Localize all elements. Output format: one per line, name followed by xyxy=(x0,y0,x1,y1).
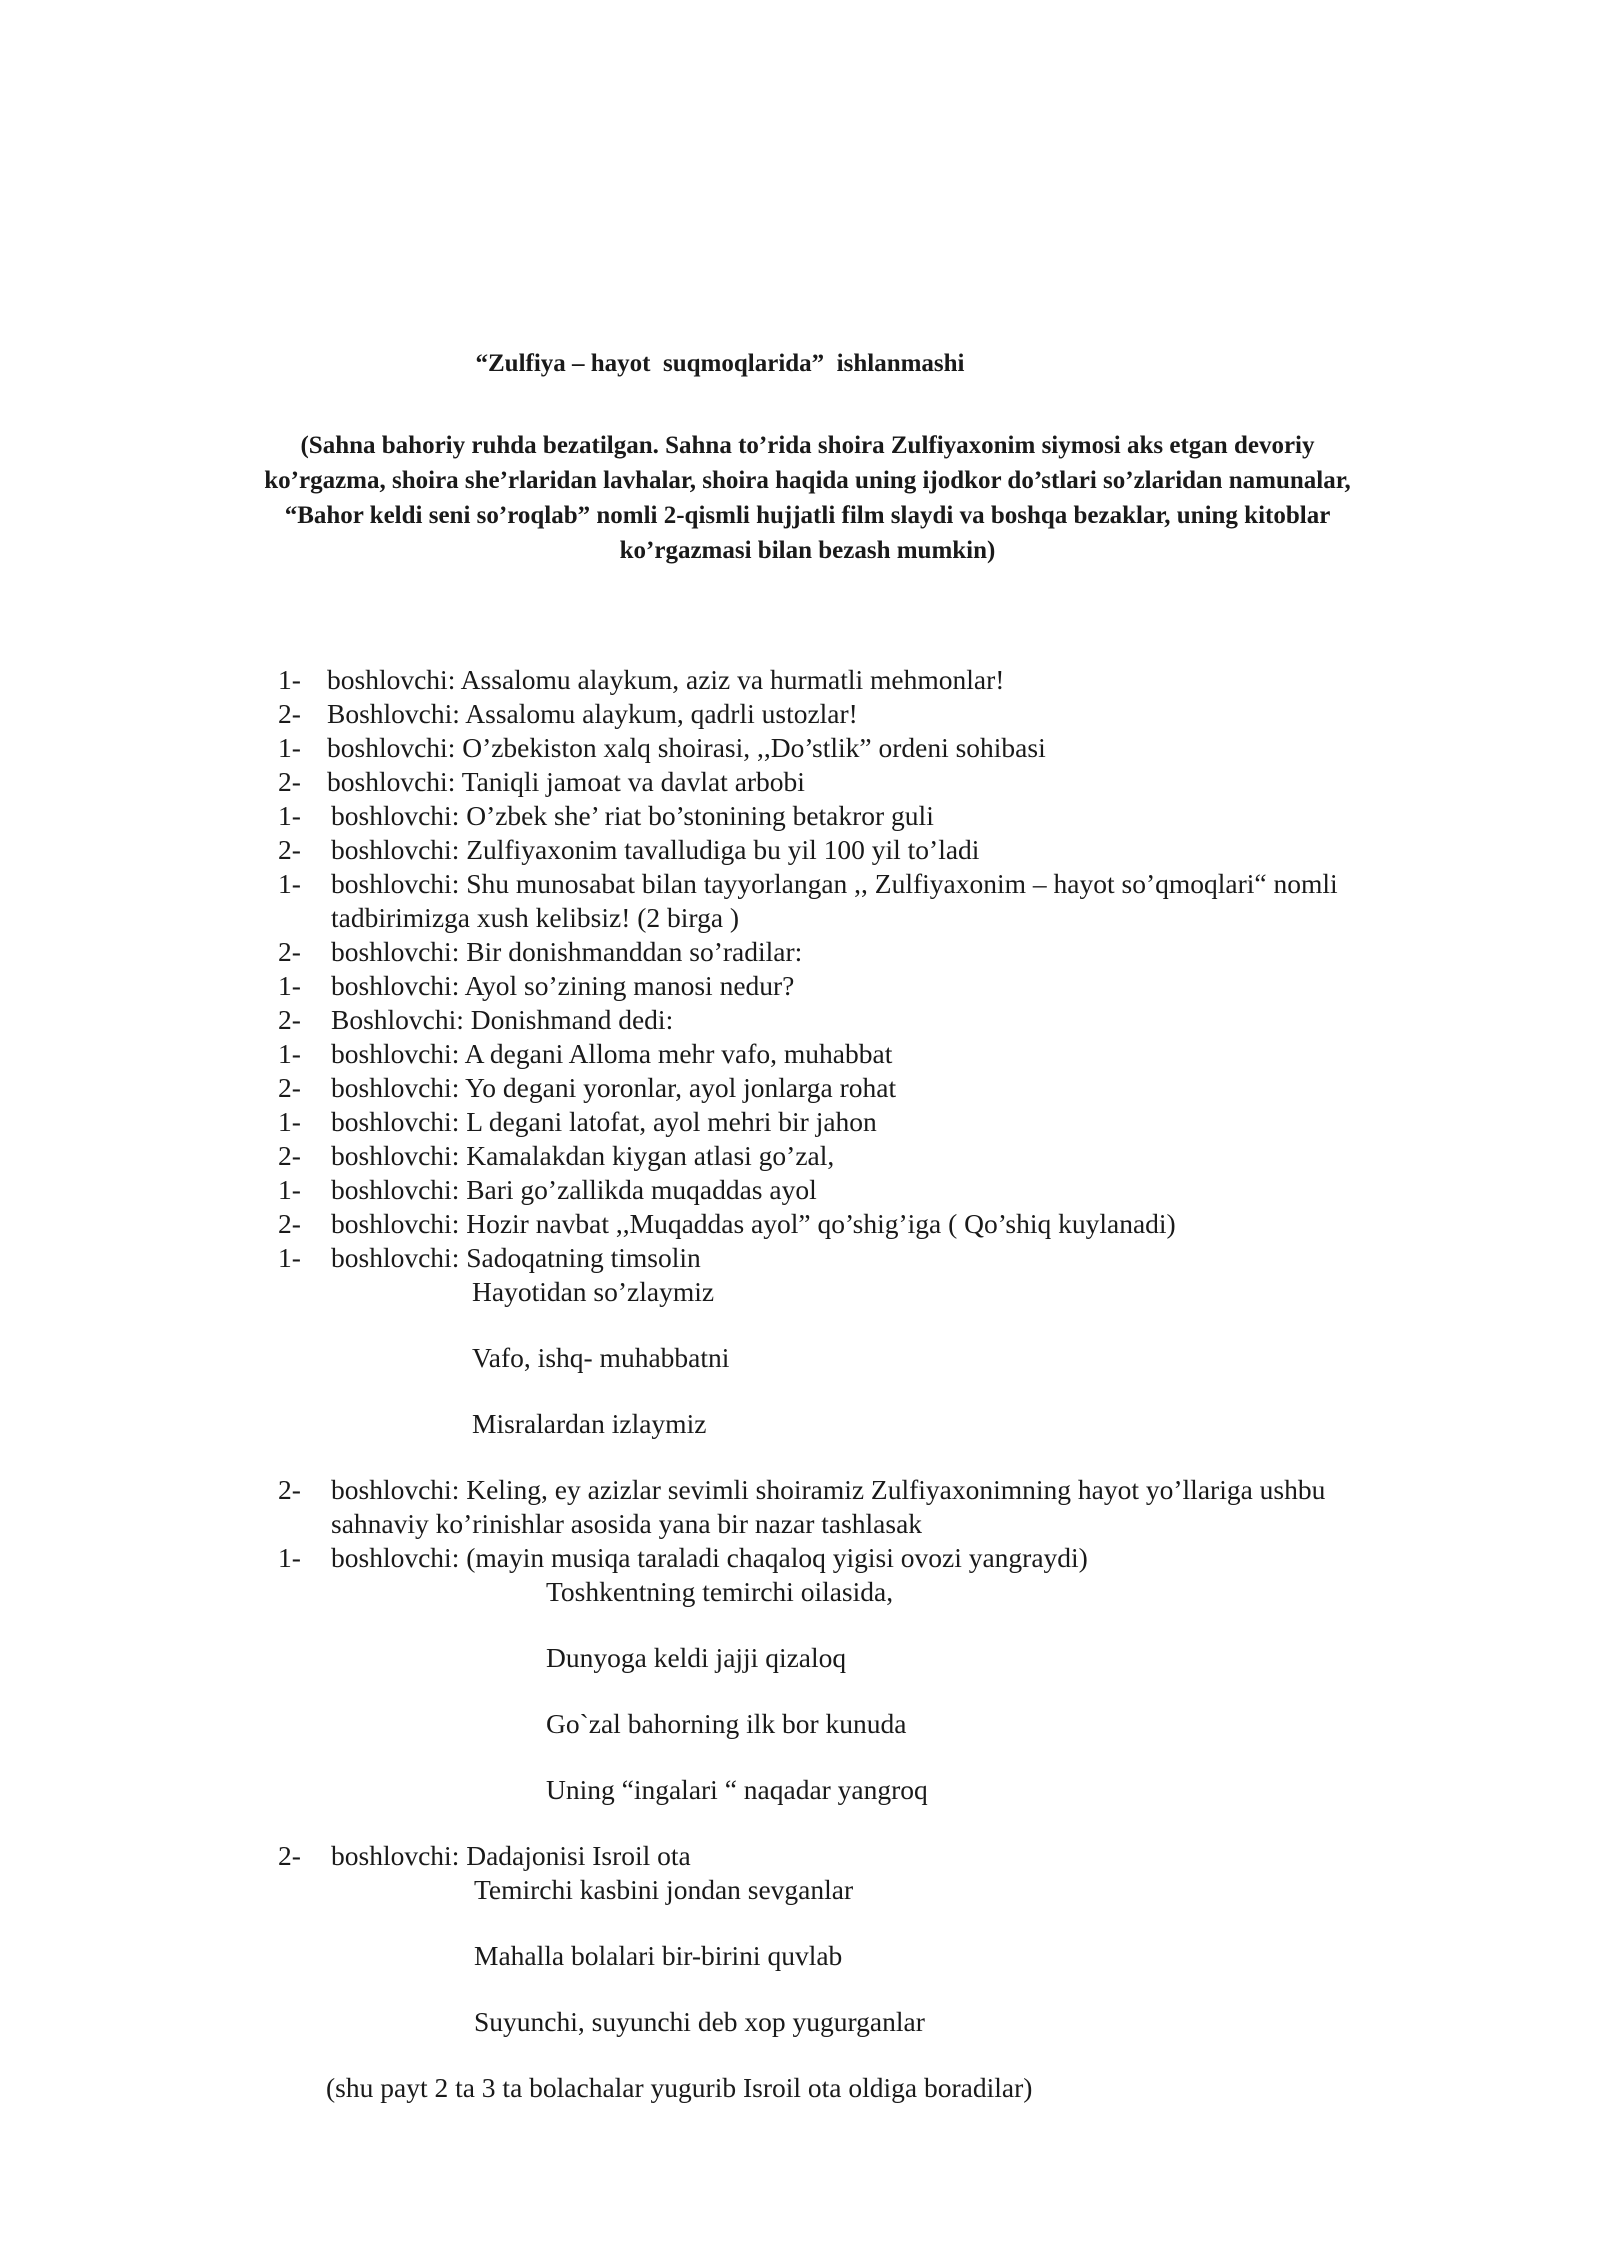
dialogue-text: boshlovchi: Hozir navbat ,,Muqaddas ayol” qo’shig’iga ( Qo’shiq kuylanadi) xyxy=(331,1208,1176,1239)
verse-line: Suyunchi, suyunchi deb xop yugurganlar xyxy=(474,2006,925,2037)
dialogue-text: boshlovchi: Shu munosabat bilan tayyorlangan ,, Zulfiyaxonim – hayot so’qmoqlari“ nomli xyxy=(331,868,1338,899)
host-number: 1- xyxy=(278,732,301,763)
stage-description-line: ko’rgazmasi bilan bezash mumkin) xyxy=(619,537,996,564)
host-number: 1- xyxy=(278,1174,301,1205)
verse-line: Mahalla bolalari bir-birini quvlab xyxy=(474,1940,843,1971)
host-number: 1- xyxy=(278,970,301,1001)
verse-line: Temirchi kasbini jondan sevganlar xyxy=(474,1874,854,1905)
host-number: 2- xyxy=(278,1474,301,1505)
dialogue-text: boshlovchi: Taniqli jamoat va davlat arbobi xyxy=(327,766,805,797)
dialogue-text: boshlovchi: O’zbek she’ riat bo’stonining betakror guli xyxy=(331,800,934,831)
host-number: 2- xyxy=(278,766,301,797)
host-number: 1- xyxy=(278,1242,301,1273)
document-title: “Zulfiya – hayot suqmoqlarida” ishlanmashi xyxy=(475,350,965,377)
dialogue-text: boshlovchi: O’zbekiston xalq shoirasi, ,,Do’stlik” ordeni sohibasi xyxy=(327,732,1046,763)
dialogue-text: boshlovchi: L degani latofat, ayol mehri bir jahon xyxy=(331,1106,877,1137)
host-number: 2- xyxy=(278,936,301,967)
dialogue-text: boshlovchi: Dadajonisi Isroil ota xyxy=(331,1840,691,1871)
stage-note: (shu payt 2 ta 3 ta bolachalar yugurib Isroil ota oldiga boradilar) xyxy=(326,2072,1033,2103)
host-number: 2- xyxy=(278,1140,301,1171)
dialogue-text: tadbirimizga xush kelibsiz! (2 birga ) xyxy=(331,902,740,933)
host-number: 2- xyxy=(278,834,301,865)
stage-description-line: “Bahor keldi seni so’roqlab” nomli 2-qismli hujjatli film slaydi va boshqa bezaklar, uning kitoblar xyxy=(284,502,1331,529)
host-number: 2- xyxy=(278,1840,301,1871)
host-number: 2- xyxy=(278,1208,301,1239)
verse-line: Dunyoga keldi jajji qizaloq xyxy=(546,1642,847,1673)
host-number: 1- xyxy=(278,868,301,899)
host-number: 2- xyxy=(278,1004,301,1035)
host-number: 2- xyxy=(278,698,301,729)
dialogue-text: boshlovchi: Yo degani yoronlar, ayol jonlarga rohat xyxy=(331,1072,897,1103)
host-number: 1- xyxy=(278,1542,301,1573)
dialogue-text: boshlovchi: Ayol so’zining manosi nedur? xyxy=(331,970,795,1001)
host-number: 1- xyxy=(278,1038,301,1069)
dialogue-text: boshlovchi: Bir donishmanddan so’radilar: xyxy=(331,936,803,967)
dialogue-text: boshlovchi: A degani Alloma mehr vafo, muhabbat xyxy=(331,1038,893,1069)
verse-line: Hayotidan so’zlaymiz xyxy=(472,1276,715,1307)
dialogue-text: Boshlovchi: Assalomu alaykum, qadrli ustozlar! xyxy=(327,698,858,729)
verse-line: Misralardan izlaymiz xyxy=(472,1408,707,1439)
dialogue-text: boshlovchi: Bari go’zallikda muqaddas ayol xyxy=(331,1174,817,1205)
host-number: 1- xyxy=(278,664,301,695)
dialogue-text: boshlovchi: Sadoqatning timsolin xyxy=(331,1242,701,1273)
dialogue-text: boshlovchi: Zulfiyaxonim tavalludiga bu yil 100 yil to’ladi xyxy=(331,834,980,865)
dialogue-text: Boshlovchi: Donishmand dedi: xyxy=(331,1004,674,1035)
verse-line: Toshkentning temirchi oilasida, xyxy=(546,1576,894,1607)
host-number: 2- xyxy=(278,1072,301,1103)
dialogue-text: boshlovchi: Keling, ey azizlar sevimli shoiramiz Zulfiyaxonimning hayot yo’llariga ushbu xyxy=(331,1474,1326,1505)
stage-description-line: ko’rgazma, shoira she’rlaridan lavhalar, shoira haqida uning ijodkor do’stlari so’zlaridan namunalar, xyxy=(264,467,1351,494)
stage-description-line: (Sahna bahoriy ruhda bezatilgan. Sahna to’rida shoira Zulfiyaxonim siymosi aks etgan devoriy xyxy=(300,432,1315,459)
verse-line: Go`zal bahorning ilk bor kunuda xyxy=(546,1708,907,1739)
stage-description xyxy=(225,428,1390,568)
verse-line: Uning “ingalari “ naqadar yangroq xyxy=(546,1774,928,1805)
dialogue-text: boshlovchi: (mayin musiqa taraladi chaqaloq yigisi ovozi yangraydi) xyxy=(331,1542,1088,1573)
verse-line: Vafo, ishq- muhabbatni xyxy=(472,1342,730,1373)
dialogue-text: boshlovchi: Assalomu alaykum, aziz va hurmatli mehmonlar! xyxy=(327,664,1005,695)
host-number: 1- xyxy=(278,1106,301,1137)
dialogue-text: sahnaviy ko’rinishlar asosida yana bir nazar tashlasak xyxy=(331,1508,923,1539)
dialogue-text: boshlovchi: Kamalakdan kiygan atlasi go’zal, xyxy=(331,1140,835,1171)
host-number: 1- xyxy=(278,800,301,831)
